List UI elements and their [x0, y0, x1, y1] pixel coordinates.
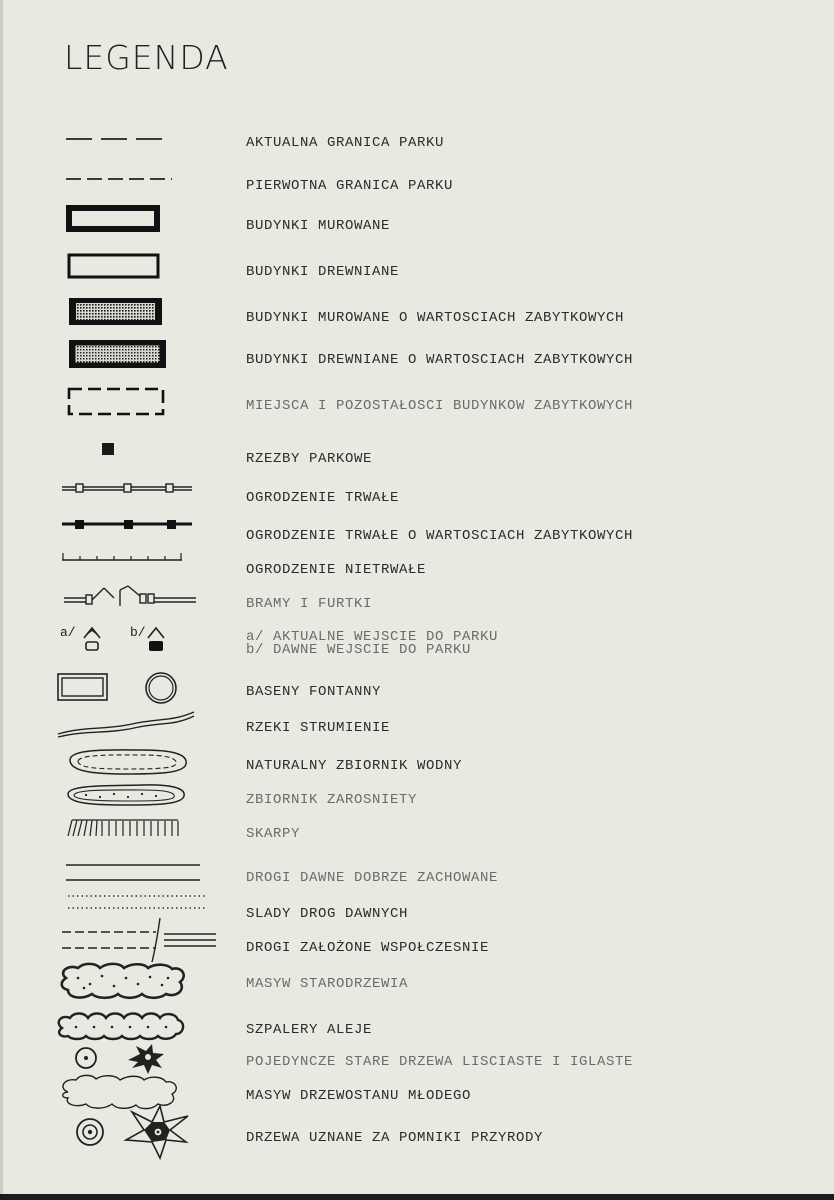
- legend-label: DRZEWA UZNANE ZA POMNIKI PRZYRODY: [246, 1130, 544, 1146]
- legend-label: OGRODZENIE NIETRWAŁE: [246, 562, 427, 578]
- legend-entry: [0, 1076, 834, 1116]
- building-remains-icon: [56, 386, 216, 426]
- legend-label: DROGI DAWNE DOBRZE ZACHOWANE: [246, 870, 499, 886]
- legend-label: MASYW DRZEWOSTANU MŁODEGO: [246, 1088, 472, 1104]
- legend-entry: [0, 478, 834, 518]
- legend-label: BASENY FONTANNY: [246, 684, 382, 700]
- legend-entry: [0, 298, 834, 338]
- legend-label: MASYW STARODRZEWIA: [246, 976, 409, 992]
- legend-entry: [0, 620, 834, 660]
- scan-bottom-border: [0, 1194, 834, 1200]
- legend-title: LEGENDA: [64, 38, 229, 77]
- legend-label: POJEDYNCZE STARE DRZEWA LISCIASTE I IGLASTE: [246, 1054, 634, 1070]
- old-road-preserved-icon: [56, 858, 216, 898]
- legend-label-secondary: b/ DAWNE WEJSCIE DO PARKU: [246, 642, 472, 658]
- legend-label: OGRODZENIE TRWAŁE: [246, 490, 400, 506]
- legend-label: SLADY DROG DAWNYCH: [246, 906, 409, 922]
- gates-icon: [56, 584, 216, 624]
- legend-entry: [0, 708, 834, 748]
- permanent-fence-icon: [56, 478, 216, 518]
- legend-label: BUDYNKI MUROWANE: [246, 218, 391, 234]
- historic-wooden-building-icon: [56, 340, 216, 380]
- legend-entry: [0, 252, 834, 292]
- old-tree-mass-icon: [56, 964, 216, 1004]
- legend-label: AKTUALNA GRANICA PARKU: [246, 135, 445, 151]
- legend-label: a/ AKTUALNE WEJSCIE DO PARKU: [246, 629, 499, 645]
- legend-label: MIEJSCA I POZOSTAŁOSCI BUDYNKOW ZABYTKOWYCH: [246, 398, 634, 414]
- dashed-line-long-icon: [56, 123, 216, 163]
- river-icon: [56, 708, 216, 748]
- legend-label: NATURALNY ZBIORNIK WODNY: [246, 758, 463, 774]
- legend-entry: [0, 206, 834, 246]
- legend-entry: [0, 814, 834, 854]
- pool-fountain-icon: [56, 672, 216, 712]
- legend-label: SKARPY: [246, 826, 301, 842]
- legend-label: ZBIORNIK ZAROSNIETY: [246, 792, 418, 808]
- sculpture-icon: [56, 439, 216, 479]
- legend-entry: [0, 858, 834, 898]
- legend-label: DROGI ZAŁOŻONE WSPOŁCZESNIE: [246, 940, 490, 956]
- legend-label: OGRODZENIE TRWAŁE O WARTOSCIACH ZABYTKOWYCH: [246, 528, 634, 544]
- dashed-line-short-icon: [56, 166, 216, 206]
- legend-entry: [0, 1118, 834, 1158]
- legend-entry: [0, 964, 834, 1004]
- brick-building-icon: [56, 206, 216, 246]
- current-entrance-icon: [84, 628, 100, 650]
- legend-entry: [0, 439, 834, 479]
- park-entrance-icon: [56, 620, 216, 660]
- natural-monument-tree-icon: [56, 1118, 216, 1158]
- modern-road-icon: [56, 928, 216, 968]
- legend-entry: [0, 340, 834, 380]
- legend-label: BUDYNKI DREWNIANE: [246, 264, 400, 280]
- former-entrance-icon: [148, 628, 164, 651]
- entrance-tag-a: a/: [60, 625, 76, 640]
- slope-icon: [56, 814, 216, 854]
- young-tree-mass-icon: [56, 1076, 216, 1116]
- legend-label: PIERWOTNA GRANICA PARKU: [246, 178, 454, 194]
- legend-entry: [0, 166, 834, 206]
- legend-label: RZEZBY PARKOWE: [246, 451, 373, 467]
- legend-entry: [0, 123, 834, 163]
- legend-label: BUDYNKI MUROWANE O WARTOSCIACH ZABYTKOWYCH: [246, 310, 625, 326]
- legend-label: RZEKI STRUMIENIE: [246, 720, 391, 736]
- legend-entry: [0, 672, 834, 712]
- historic-brick-building-icon: [56, 298, 216, 338]
- legend-entry: [0, 386, 834, 426]
- legend-entry: [0, 584, 834, 624]
- entrance-tag-b: b/: [130, 625, 146, 640]
- legend-label: BRAMY I FURTKI: [246, 596, 373, 612]
- legend-label: BUDYNKI DREWNIANE O WARTOSCIACH ZABYTKOWYCH: [246, 352, 634, 368]
- legend-label: SZPALERY ALEJE: [246, 1022, 373, 1038]
- legend-entry: [0, 928, 834, 968]
- wooden-building-icon: [56, 252, 216, 292]
